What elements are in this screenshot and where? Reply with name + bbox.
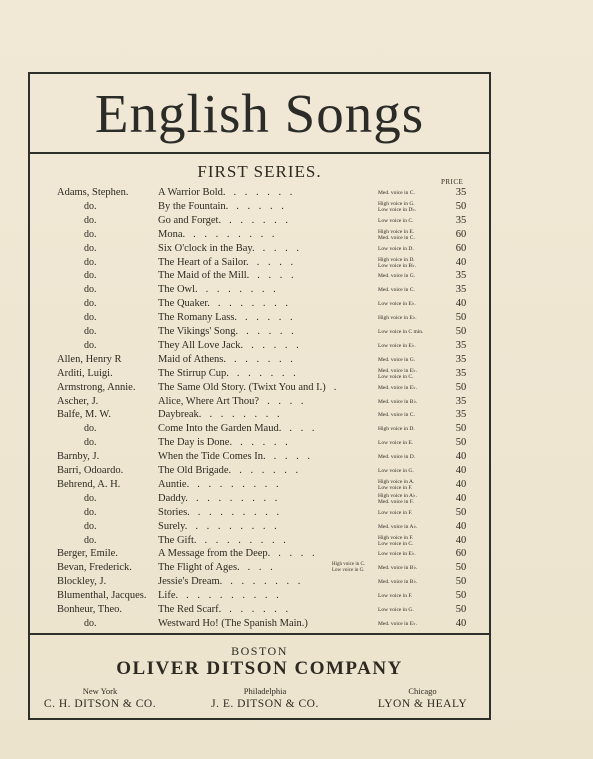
song-row [0, 547, 593, 561]
voice-key: High voice in D. [378, 426, 415, 433]
branch-city: Chicago [408, 686, 437, 696]
song-row [0, 575, 593, 589]
price: 40 [455, 256, 467, 268]
leader-dots: . . . . . . . [217, 298, 292, 310]
leader-dots: . . . . [267, 395, 307, 407]
composer-name: do. [84, 256, 97, 268]
song-title [158, 534, 373, 548]
song-row [0, 339, 593, 353]
price: 50 [455, 312, 467, 324]
song-title-text: Go and Forget. [158, 214, 222, 226]
price: 35 [455, 409, 467, 421]
song-row [0, 478, 593, 492]
voice-key: High voice in F. [378, 534, 414, 541]
song-title [158, 228, 373, 242]
composer-name: do. [84, 200, 97, 212]
composer-name: do. [84, 423, 97, 435]
song-title-text: The Red Scarf. [158, 604, 222, 615]
song-title-text: The Same Old Story. (Twixt You and I.) [158, 381, 326, 393]
song-row [0, 534, 593, 548]
voice-key: Med. voice in E♭. [378, 367, 418, 374]
leader-dots: . . . . . [246, 326, 297, 337]
voice-key-info [378, 547, 442, 561]
voice-key-info [378, 603, 442, 617]
voice-key-info [378, 575, 442, 589]
song-title-text: Life. [158, 590, 179, 602]
price: 35 [455, 395, 467, 407]
song-title [158, 242, 373, 256]
voice-key: Low voice in E♭. [378, 301, 416, 308]
song-row [0, 381, 593, 395]
voice-key: Low voice in E♭. [378, 342, 416, 349]
title-divider [30, 152, 489, 154]
voice-key: High voice in E. [378, 228, 415, 235]
voice-key-info [378, 228, 442, 242]
voice-key: High voice in C. [332, 562, 366, 568]
song-title-text: Six O'clock in the Bay. [158, 242, 255, 254]
song-row [0, 353, 593, 367]
song-row [0, 200, 593, 214]
voice-key-info [378, 478, 442, 492]
voice-key-info [378, 436, 442, 450]
voice-key: Med. voice in B♭. [378, 398, 418, 405]
composer-name: Behrend, A. H. [57, 478, 121, 490]
song-title [158, 589, 373, 603]
composer-name: Armstrong, Annie. [57, 381, 136, 393]
song-row [0, 464, 593, 478]
publisher-city: BOSTON [231, 644, 288, 658]
price: 35 [455, 353, 467, 365]
song-row [0, 520, 593, 534]
song-title-text: Daddy. [158, 492, 188, 504]
song-row [0, 214, 593, 228]
composer-name: do. [84, 270, 97, 282]
voice-key: Low voice in C. [378, 217, 414, 224]
price: 40 [455, 465, 467, 476]
voice-key-info [378, 339, 442, 353]
song-title [158, 422, 373, 436]
song-title [158, 436, 373, 450]
song-title-text: Alice, Where Art Thou? [158, 395, 260, 407]
voice-key: Low voice in E. [378, 440, 414, 447]
price: 60 [455, 548, 467, 560]
price: 35 [455, 270, 467, 282]
composer-name: Allen, Henry R [57, 353, 122, 365]
composer-name: Barnby, J. [57, 451, 100, 463]
composer-name: Adams, Stephen. [57, 187, 129, 198]
song-title [158, 464, 373, 478]
song-title [158, 547, 373, 561]
leader-dots: . . . . . . . . [195, 520, 280, 532]
song-title-text: Surely. [158, 520, 188, 532]
voice-key: Med. voice in C. [378, 287, 415, 294]
price: 40 [455, 451, 467, 463]
song-title-text: A Message from the Deep. [158, 548, 271, 560]
voice-key: Low voice in D♭. [378, 206, 417, 213]
voice-key-info [378, 325, 442, 339]
composer-name: do. [84, 520, 97, 532]
voice-key-info [378, 214, 442, 228]
price: 40 [455, 492, 467, 504]
voice-key: Low voice in G. [332, 568, 365, 574]
composer-name: Bonheur, Theo. [57, 604, 122, 615]
song-title-text: The Owl. [158, 284, 198, 296]
voice-key: Low voice in D. [378, 245, 414, 252]
song-title-text: The Day is Done. [158, 437, 233, 449]
song-row [0, 297, 593, 311]
voice-key: Med. voice in A♭. [378, 523, 418, 530]
song-row [0, 325, 593, 339]
composer-name: Balfe, M. W. [57, 409, 111, 421]
price: 50 [455, 381, 467, 393]
branch-new-york [40, 686, 160, 710]
song-title-text: They All Love Jack. [158, 339, 244, 351]
song-title [158, 575, 373, 589]
branch-philadelphia [200, 686, 330, 710]
leader-dots: . . . . [257, 270, 297, 282]
voice-key-info [378, 283, 442, 297]
song-title-text: Jessie's Dream. [158, 576, 223, 588]
voice-key-info [378, 534, 442, 548]
voice-key-info [378, 381, 442, 395]
song-title-text: The Quaker. [158, 298, 210, 310]
song-title [158, 200, 373, 214]
composer-name: do. [84, 312, 97, 324]
song-row [0, 367, 593, 381]
song-row [0, 228, 593, 242]
leader-dots: . [333, 381, 340, 393]
song-title-text: The Old Brigade. [158, 465, 232, 476]
song-title-text: Auntie. [158, 478, 190, 490]
leader-dots: . . . [289, 423, 318, 435]
leader-dots: . . . . [262, 242, 302, 254]
composer-name: Blumenthal, Jacques. [57, 590, 147, 602]
song-row [0, 242, 593, 256]
voice-key: Med. voice in B♭. [378, 579, 418, 586]
leader-dots: . . . . . . [239, 465, 302, 476]
leader-dots: . . . . . . . . [197, 478, 282, 490]
voice-key-info [378, 186, 442, 200]
price: 40 [455, 478, 467, 490]
composer-name: do. [84, 214, 97, 226]
leader-dots: . . . . . . . . . [186, 590, 282, 602]
song-title [158, 325, 373, 339]
song-row [0, 283, 593, 297]
voice-key: Low voice in E♭. [378, 551, 416, 558]
price: 50 [455, 326, 467, 337]
voice-key-info [378, 561, 442, 575]
voice-key: Low voice in G. [378, 468, 414, 474]
leader-dots: . . . . . . [233, 187, 296, 198]
leader-dots: . . . [247, 562, 276, 574]
song-title-text: When the Tide Comes In. [158, 451, 266, 463]
voice-key: Med. voice in C. [378, 234, 415, 241]
price: 50 [455, 506, 467, 518]
leader-dots: . . . . [273, 451, 313, 463]
price: 40 [455, 617, 467, 629]
leader-dots: . . . . . [251, 339, 302, 351]
leader-dots: . . . . [256, 256, 297, 268]
voice-key: Med. voice in E♭. [378, 620, 418, 627]
price: 35 [455, 214, 467, 226]
song-title-text: The Vikings' Song. [158, 326, 239, 337]
voice-key: Med. voice in D. [378, 454, 416, 461]
price: 50 [455, 200, 467, 212]
price: 50 [455, 423, 467, 435]
song-title-text: By the Fountain. [158, 200, 229, 212]
leader-dots: . . . . . . [229, 604, 292, 615]
price: 35 [455, 284, 467, 296]
song-title [158, 311, 373, 325]
voice-key: Med. voice in G. [378, 356, 416, 363]
voice-key: High voice in E♭. [378, 315, 417, 322]
voice-key-info [378, 297, 442, 311]
composer-name: do. [84, 506, 97, 518]
price: 35 [455, 367, 467, 379]
song-title [158, 381, 373, 395]
composer-name: do. [84, 242, 97, 254]
song-row [0, 506, 593, 520]
leader-dots: . . . . . . . [209, 409, 283, 421]
voice-key-info [378, 353, 442, 367]
voice-key: Med. voice in C. [378, 412, 415, 419]
song-row [0, 408, 593, 422]
song-row [0, 311, 593, 325]
voice-key-info [378, 242, 442, 256]
voice-key-info [378, 506, 442, 520]
voice-key: Low voice in F. [378, 593, 413, 600]
song-row [0, 589, 593, 603]
voice-key-info [378, 408, 442, 422]
voice-key-info [378, 422, 442, 436]
voice-key-info [378, 311, 442, 325]
voice-key-info [378, 617, 442, 631]
price: 40 [455, 520, 467, 532]
series-heading: FIRST SERIES. [197, 162, 322, 181]
price: 50 [455, 562, 467, 574]
song-title [158, 339, 373, 353]
price: 50 [455, 590, 467, 602]
voice-key: Low voice in G. [378, 607, 414, 613]
song-title [158, 506, 373, 520]
leader-dots: . . . . . . [233, 353, 296, 365]
voice-key: Med. voice in C. [378, 190, 415, 196]
song-title [158, 617, 373, 631]
song-title [158, 395, 373, 409]
song-row [0, 617, 593, 631]
song-title-text: A Warrior Bold. [158, 187, 226, 198]
song-title [158, 297, 373, 311]
price: 50 [455, 604, 467, 615]
voice-key: Low voice in C. [378, 373, 414, 380]
song-row [0, 269, 593, 283]
song-title [158, 408, 373, 422]
song-title [158, 283, 373, 297]
page-title: English Songs [94, 83, 425, 144]
voice-key: Med. voice in E♭. [378, 384, 418, 391]
leader-dots: . . . . . . [229, 214, 291, 226]
song-row [0, 395, 593, 409]
composer-name: Bevan, Frederick. [57, 562, 132, 574]
leader-dots: . . . . . [240, 437, 291, 449]
song-title [158, 186, 373, 200]
song-title [158, 353, 373, 367]
song-row [0, 422, 593, 436]
composer-name: Ascher, J. [57, 395, 99, 407]
voice-key-info [378, 200, 442, 214]
voice-key-info [378, 395, 442, 409]
song-title [158, 269, 373, 283]
song-title [158, 450, 373, 464]
branch-city: Philadelphia [243, 686, 287, 696]
song-title-text: The Flight of Ages. [158, 562, 240, 574]
voice-key-info [378, 367, 442, 381]
song-title [158, 492, 373, 506]
leader-dots: . . . . . . . [230, 576, 304, 588]
voice-key-info [378, 269, 442, 283]
song-title-text: The Heart of a Sailor. [158, 256, 249, 268]
song-row [0, 436, 593, 450]
price: 50 [455, 576, 467, 588]
voice-key-info [378, 520, 442, 534]
leader-dots: . . . . [278, 548, 318, 560]
song-title-text: The Romany Lass. [158, 312, 238, 324]
price: 60 [455, 242, 467, 254]
voice-key: Med. voice in G. [378, 273, 416, 280]
voice-key-info [378, 450, 442, 464]
leader-dots: . . . . . . . . [204, 534, 289, 546]
song-row [0, 450, 593, 464]
song-row [0, 256, 593, 270]
song-title-text: Daybreak. [158, 409, 202, 421]
song-title-text: Maid of Athens. [158, 353, 226, 365]
song-row [0, 492, 593, 506]
composer-name: do. [84, 298, 97, 310]
song-title [158, 214, 373, 228]
branch-name: LYON & HEALY [377, 698, 468, 710]
voice-key: Low voice in C. [378, 540, 414, 547]
branch-name: J. E. DITSON & CO. [211, 698, 319, 710]
price: 50 [455, 437, 467, 449]
publisher-name: OLIVER DITSON COMPANY [116, 658, 403, 679]
price: 60 [455, 228, 467, 240]
song-title [158, 478, 373, 492]
price: 35 [455, 339, 467, 351]
composer-name: Barri, Odoardo. [57, 465, 124, 476]
song-title [158, 520, 373, 534]
song-title [158, 367, 373, 381]
alt-voice-keys [332, 561, 380, 575]
song-title-text: Westward Ho! (The Spanish Main.) [158, 617, 308, 629]
price: 40 [455, 298, 467, 310]
song-title-text: The Gift. [158, 534, 197, 546]
voice-key: High voice in G. [378, 200, 415, 207]
voice-key-info [378, 589, 442, 603]
voice-key: High voice in A♭. [378, 492, 417, 499]
leader-dots: . . . . . . [236, 367, 299, 379]
voice-key-info [378, 464, 442, 478]
composer-name: do. [84, 437, 97, 449]
composer-name: do. [84, 534, 97, 546]
song-title-text: Come Into the Garden Maud. [158, 423, 282, 435]
song-title-text: The Maid of the Mill. [158, 270, 250, 282]
song-title-text: Mona. [158, 228, 186, 240]
song-row [0, 186, 593, 200]
voice-key: Low voice in B♭. [378, 262, 417, 269]
song-title-text: The Stirrup Cup. [158, 367, 229, 379]
composer-name: do. [84, 492, 97, 504]
composer-name: Berger, Emile. [57, 548, 118, 560]
composer-name: do. [84, 326, 97, 337]
song-title [158, 256, 373, 270]
composer-name: do. [84, 617, 97, 629]
voice-key: Low voice in C min. [378, 329, 424, 335]
voice-key: Med. voice in F. [378, 498, 414, 505]
voice-key: Low voice in F. [378, 484, 413, 491]
leader-dots: . . . . . [236, 200, 287, 212]
branch-name: C. H. DITSON & CO. [43, 698, 157, 710]
voice-key-info [378, 492, 442, 506]
composer-name: do. [84, 228, 97, 240]
branch-city: New York [82, 686, 118, 696]
leader-dots: . . . . . . . [205, 284, 279, 296]
composer-name: Blockley, J. [57, 576, 107, 588]
leader-dots: . . . . . . . . [193, 228, 278, 240]
voice-key: Med. voice in B♭. [378, 565, 418, 572]
voice-key: High voice in D. [378, 256, 415, 263]
voice-key: Low voice in F. [378, 509, 413, 516]
footer-divider [30, 633, 489, 635]
composer-name: do. [84, 339, 97, 351]
song-row [0, 603, 593, 617]
price: 40 [455, 534, 467, 546]
branch-chicago [365, 686, 480, 710]
voice-key: High voice in A. [378, 478, 415, 485]
leader-dots: . . . . . . . . [195, 492, 281, 504]
price-column-header: PRICE [441, 178, 464, 186]
song-title [158, 603, 373, 617]
price: 35 [455, 187, 467, 198]
leader-dots: . . . . . [245, 312, 296, 324]
song-title-text: Stories. [158, 506, 190, 518]
voice-key-info [378, 256, 442, 270]
leader-dots: . . . . . . . . [197, 506, 283, 518]
composer-name: do. [84, 284, 97, 296]
composer-name: Arditi, Luigi. [57, 367, 113, 379]
song-row [0, 561, 593, 575]
